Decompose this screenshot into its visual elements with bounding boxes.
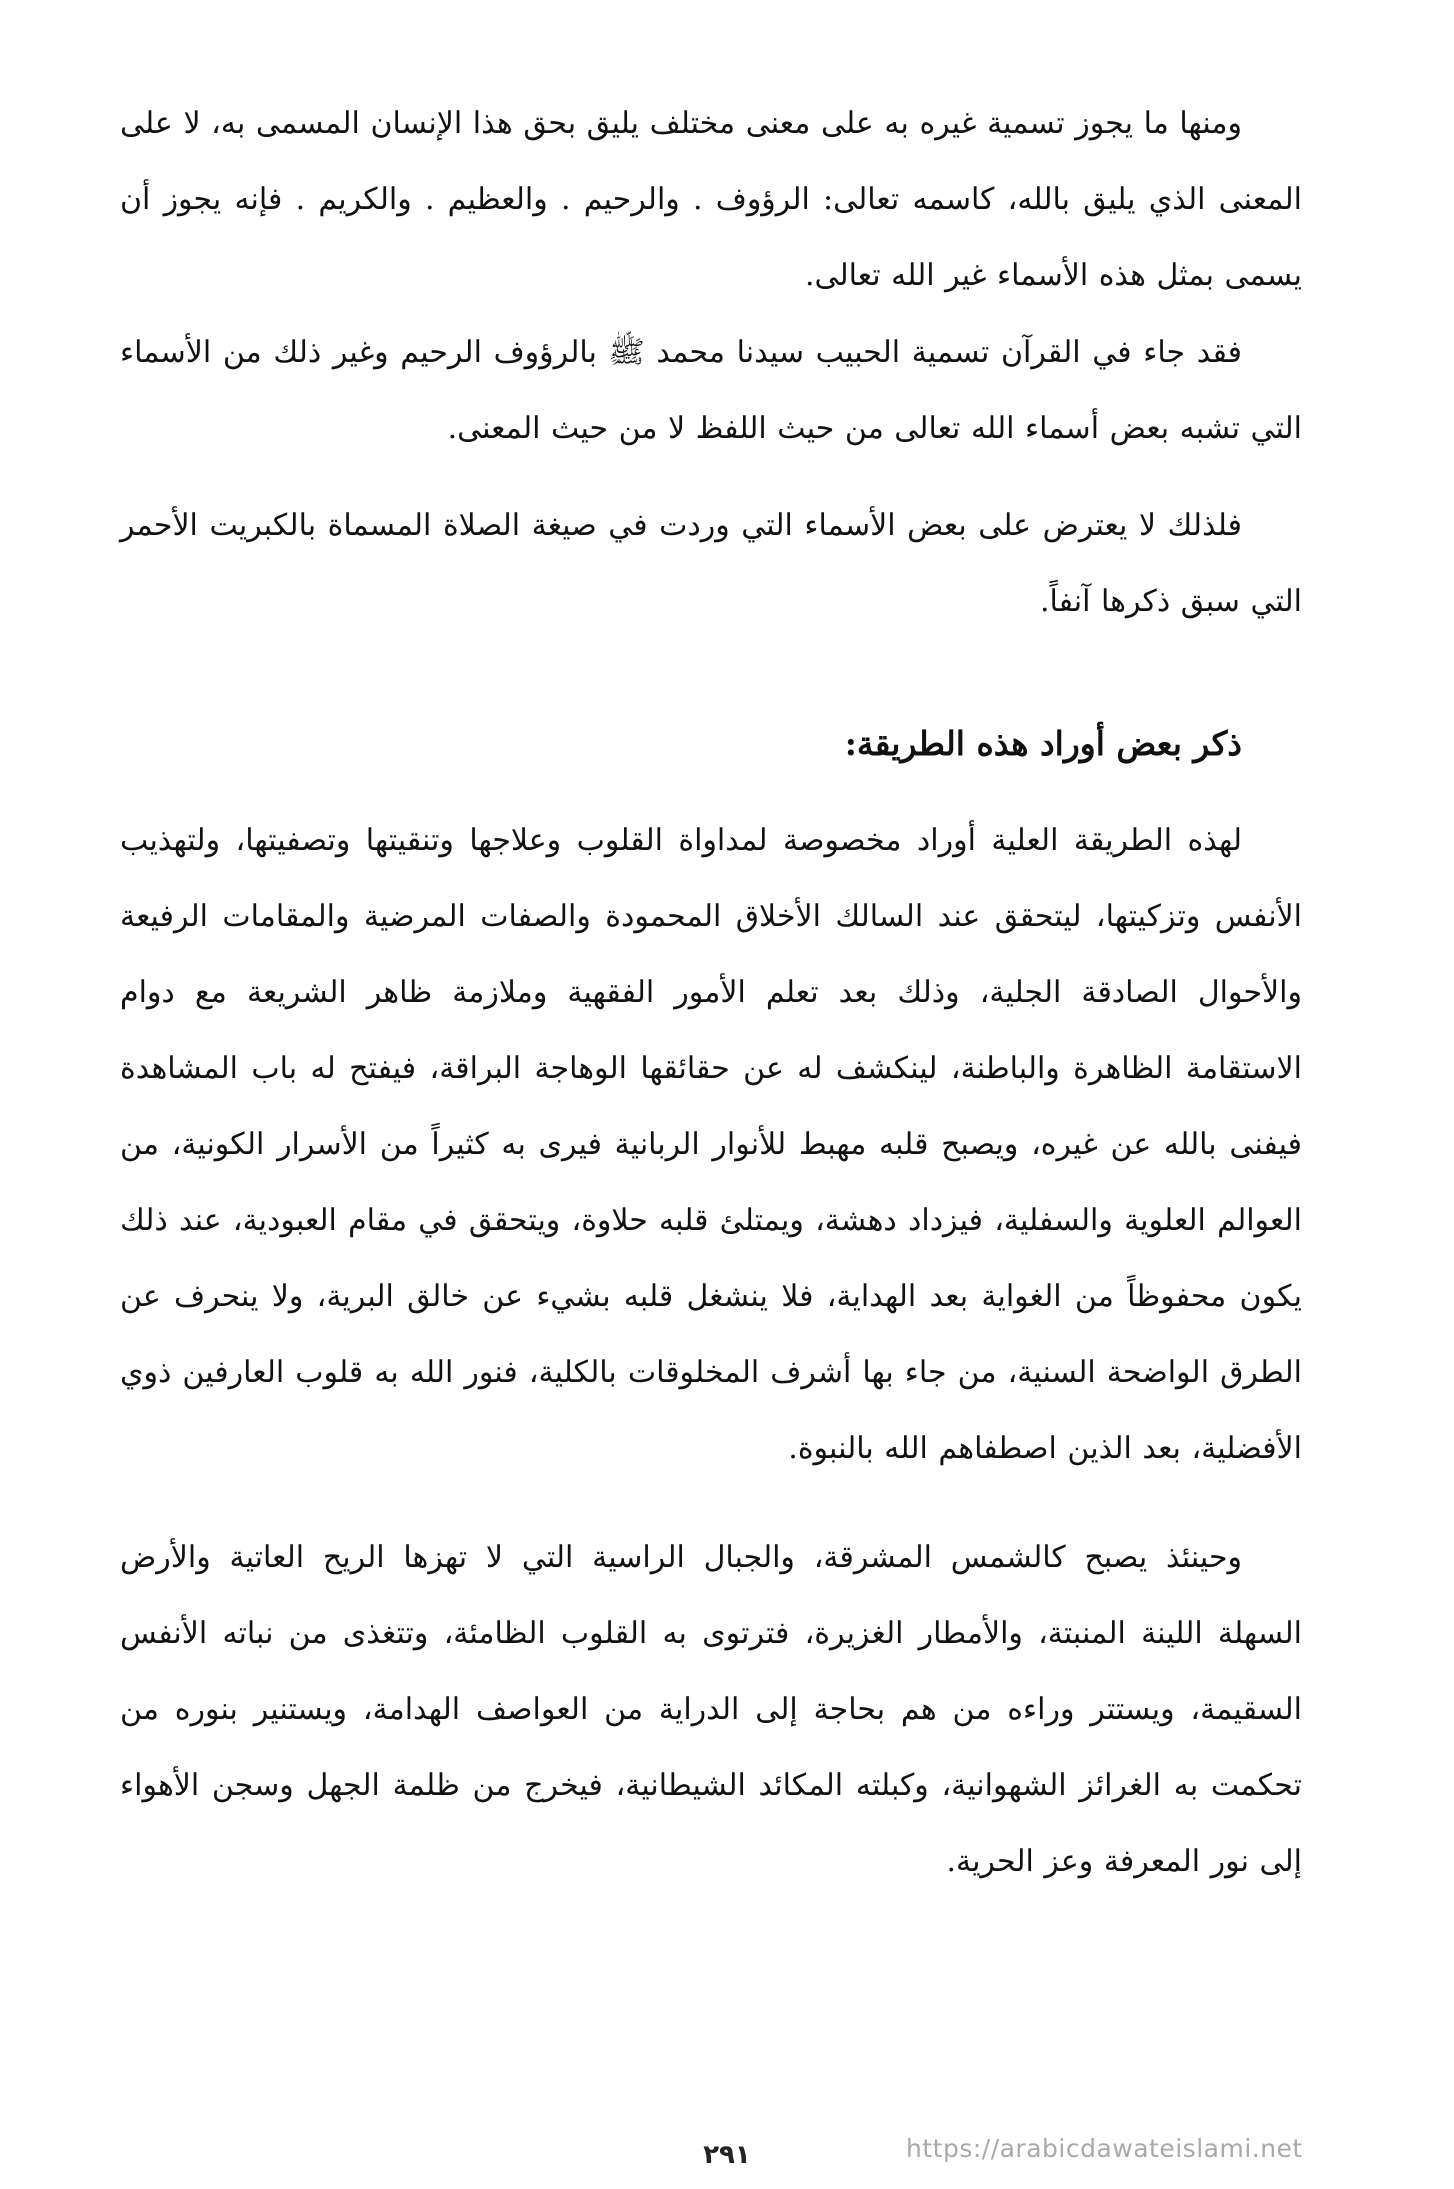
paragraph-text: لهذه الطريقة العلية أوراد مخصوصة لمداواة القلوب وعلاجها وتنقيتها وتصفيتها، ولتهذيب الأنفس وتزكيتها، ليتحقق عند السالك الأخلاق المحمودة والصفات المرضية والمقامات الرفيعة والأحوال الصادقة الجلية، وذلك بعد تعلم الأمور الفقهية وملازمة ظاهر الشريعة مع دوام الاستقامة الظاهرة والباطنة، لينكشف له عن حقائقها الوهاجة البراقة، فيفتح له باب المشاهدة فيفنى بالله عن غيره، ويصبح قلبه مهبط للأنوار الربانية فيرى به كثيراً من الأسرار الكونية، من العوالم العلوية والسفلية، فيزداد دهشة، ويمتلئ قلبه حلاوة، ويتحقق في مقام العبودية، عند ذلك يكون محفوظاً من الغواية بعد الهداية، فلا ينشغل قلبه بشيء عن خالق البرية، ولا ينحرف عن الطرق الواضحة السنية، من جاء بها أشرف المخلوقات بالكلية، فنور الله به قلوب العارفين ذوي الأفضلية، بعد الذين اصطفاهم الله بالنبوة. [120,823,1303,1466]
section-heading: ذكر بعض أوراد هذه الطريقة: [844,724,1242,763]
paragraph-rising-sun [120,1520,1302,1900]
watermark-url: https://arabicdawateislami.net [906,2134,1303,2163]
paragraph-kibrit-ahmar [120,488,1302,640]
paragraph-awrad-description [120,803,1302,1487]
paragraph-names-permissible [120,86,1302,314]
paragraph-text: ومنها ما يجوز تسمية غيره به على معنى مختلف يليق بحق هذا الإنسان المسمى به، لا على المعنى الذي يليق بالله، كاسمه تعالى: الرؤوف . والرحيم . والعظيم . والكريم . فإنه يجوز أن يسمى بمثل هذه الأسماء غير الله تعالى. [120,106,1302,293]
paragraph-text: وحينئذ يصبح كالشمس المشرقة، والجبال الراسية التي لا تهزها الريح العاتية والأرض السهلة اللينة المنبتة، والأمطار الغزيرة، فترتوى به القلوب الظامئة، وتتغذى من نباته الأنفس السقيمة، ويستتر وراءه من هم بحاجة إلى الدراية من العواصف الهدامة، ويستنير بنوره من تحكمت به الغرائز الشهوانية، وكبلته المكائد الشيطانية، فيخرج من ظلمة الجهل وسجن الأهواء إلى نور المعرفة وعز الحرية. [120,1540,1302,1879]
page-number: ٢٩١ [703,2140,751,2170]
paragraph-text: فقد جاء في القرآن تسمية الحبيب سيدنا محمد ﷺ بالرؤوف الرحيم وغير ذلك من الأسماء التي تشبه بعض أسماء الله تعالى من حيث اللفظ لا من حيث المعنى. [120,335,1302,446]
paragraph-quran-naming [120,315,1302,467]
paragraph-text: فلذلك لا يعترض على بعض الأسماء التي وردت في صيغة الصلاة المسماة بالكبريت الأحمر التي سبق ذكرها آنفاً. [120,508,1302,619]
